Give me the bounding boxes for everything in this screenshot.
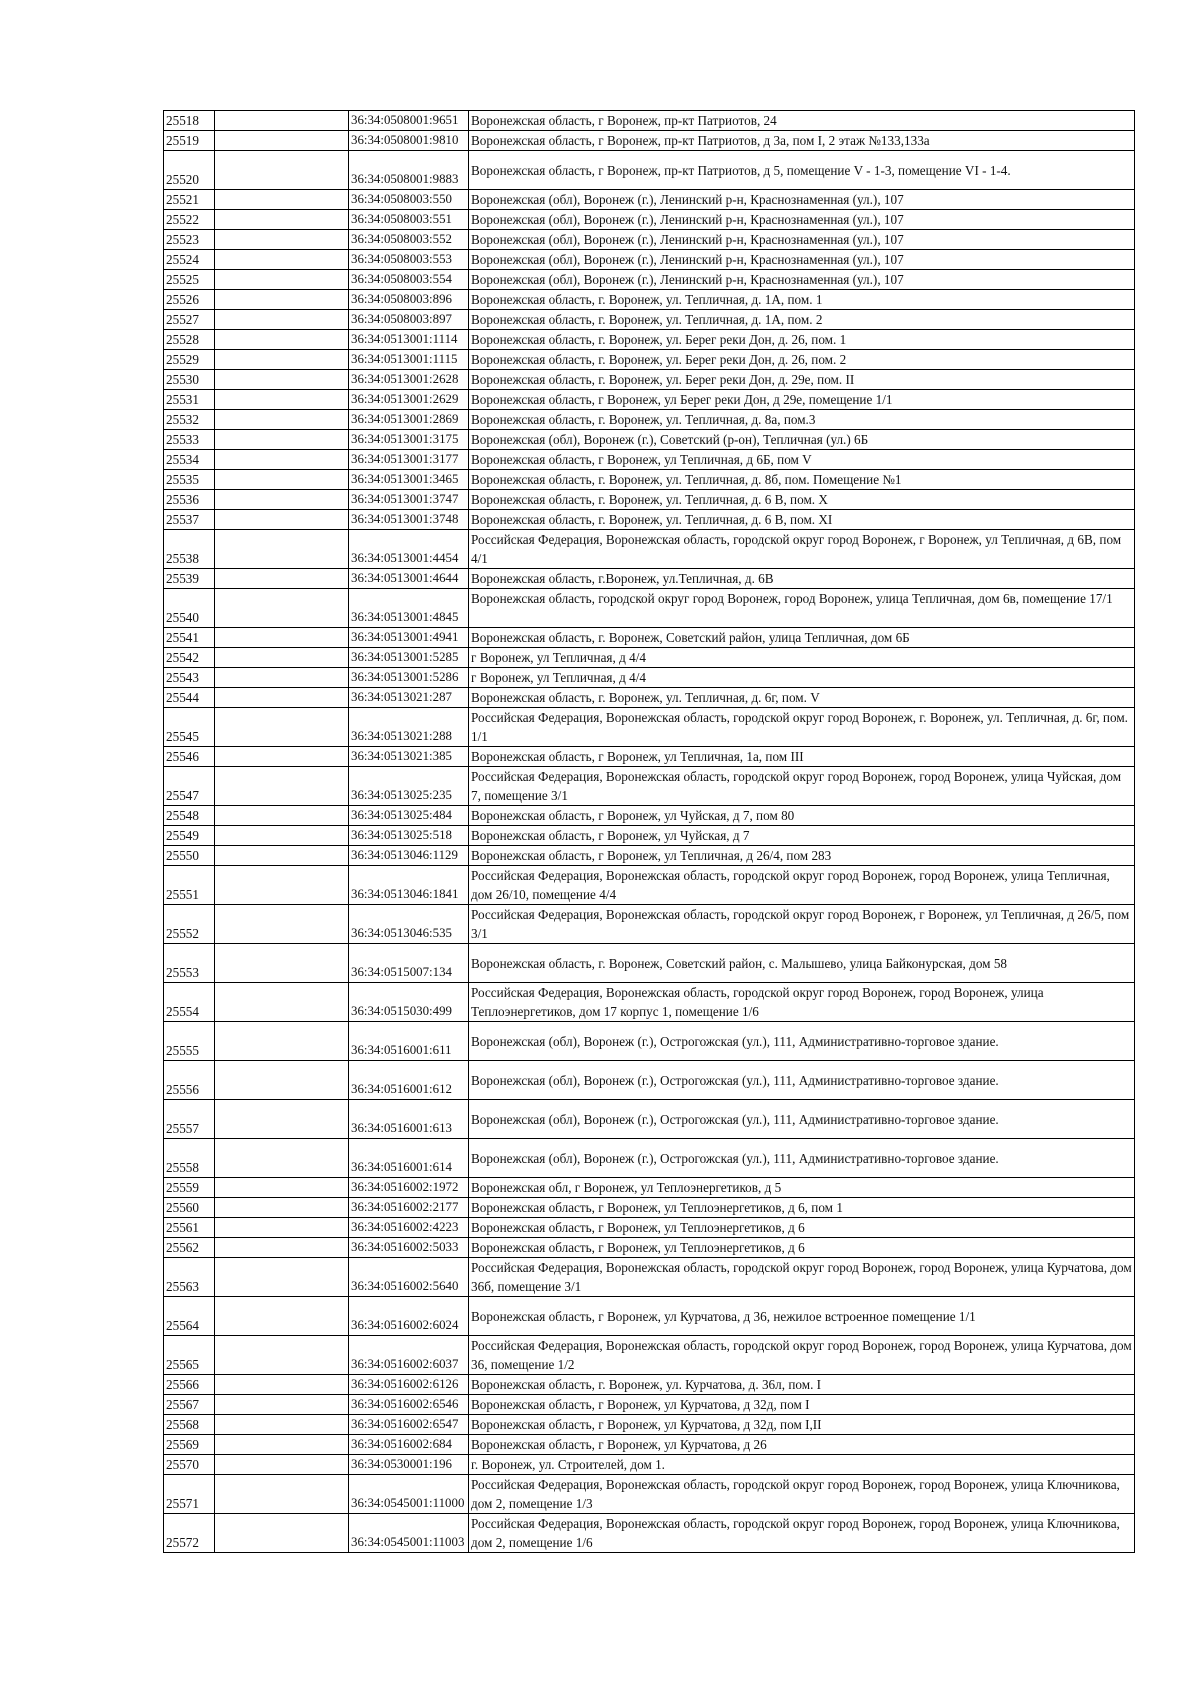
cadastral-number-cell: 36:34:0508003:552	[349, 230, 469, 250]
row-number-cell: 25527	[164, 310, 215, 330]
row-number-cell: 25541	[164, 628, 215, 648]
cadastral-number-cell: 36:34:0516001:611	[349, 1022, 469, 1061]
cadastral-number-cell: 36:34:0513001:4644	[349, 569, 469, 589]
address-cell: Российская Федерация, Воронежская область, городской округ город Воронеж, город Воронеж, улица Курчатова, дом 36б, помещение 3/1	[469, 1258, 1135, 1297]
address-cell: Воронежская (обл), Воронеж (г.), Ленинский р-н, Краснознаменная (ул.), 107	[469, 190, 1135, 210]
table-row	[164, 1258, 1135, 1297]
address-cell: Российская Федерация, Воронежская область, городской округ город Воронеж, город Воронеж, улица Курчатова, дом 36, помещение 1/2	[469, 1336, 1135, 1375]
table-row	[164, 290, 1135, 310]
empty-cell	[215, 111, 349, 131]
address-cell: Воронежская область, г Воронеж, ул Чуйская, д 7, пом 80	[469, 806, 1135, 826]
cadastral-number-cell: 36:34:0513046:1129	[349, 846, 469, 866]
empty-cell	[215, 370, 349, 390]
cadastral-number-cell: 36:34:0516001:613	[349, 1100, 469, 1139]
cadastral-number-cell: 36:34:0508001:9651	[349, 111, 469, 131]
address-cell: Воронежская область, г Воронеж, пр-кт Патриотов, 24	[469, 111, 1135, 131]
table-row	[164, 569, 1135, 589]
address-cell: Российская Федерация, Воронежская область, городской округ город Воронеж, г. Воронеж, ул. Тепличная, д. 6г, пом. 1/1	[469, 708, 1135, 747]
row-number-cell: 25537	[164, 510, 215, 530]
cadastral-number-cell: 36:34:0513025:518	[349, 826, 469, 846]
row-number-cell: 25559	[164, 1178, 215, 1198]
table-row	[164, 1455, 1135, 1475]
cadastral-number-cell: 36:34:0513001:3465	[349, 470, 469, 490]
table-row	[164, 510, 1135, 530]
row-number-cell: 25571	[164, 1475, 215, 1514]
address-cell: Российская Федерация, Воронежская область, городской округ город Воронеж, город Воронеж, улица Чуйская, дом 7, помещение 3/1	[469, 767, 1135, 806]
registry-table-body	[164, 111, 1135, 1553]
row-number-cell: 25548	[164, 806, 215, 826]
table-row	[164, 688, 1135, 708]
row-number-cell: 25524	[164, 250, 215, 270]
row-number-cell: 25522	[164, 210, 215, 230]
address-cell: Воронежская область, г. Воронеж, ул. Тепличная, д. 6 В, пом. X	[469, 490, 1135, 510]
table-row	[164, 1336, 1135, 1375]
table-row	[164, 270, 1135, 290]
cadastral-number-cell: 36:34:0513021:288	[349, 708, 469, 747]
address-cell: Воронежская область, г Воронеж, ул Теплоэнергетиков, д 6	[469, 1218, 1135, 1238]
row-number-cell: 25535	[164, 470, 215, 490]
address-cell: Воронежская (обл), Воронеж (г.), Острогожская (ул.), 111, Административно-торговое здание.	[469, 1061, 1135, 1100]
empty-cell	[215, 1061, 349, 1100]
table-row	[164, 866, 1135, 905]
cadastral-number-cell: 36:34:0513001:4454	[349, 530, 469, 569]
cadastral-number-cell: 36:34:0513046:1841	[349, 866, 469, 905]
table-row	[164, 350, 1135, 370]
cadastral-number-cell: 36:34:0508003:896	[349, 290, 469, 310]
cadastral-number-cell: 36:34:0508003:550	[349, 190, 469, 210]
row-number-cell: 25529	[164, 350, 215, 370]
table-row	[164, 826, 1135, 846]
cadastral-number-cell: 36:34:0513001:2869	[349, 410, 469, 430]
table-row	[164, 370, 1135, 390]
cadastral-number-cell: 36:34:0516002:4223	[349, 1218, 469, 1238]
row-number-cell: 25570	[164, 1455, 215, 1475]
row-number-cell: 25519	[164, 131, 215, 151]
cadastral-number-cell: 36:34:0516002:6547	[349, 1415, 469, 1435]
empty-cell	[215, 270, 349, 290]
table-row	[164, 450, 1135, 470]
address-cell: Воронежская (обл), Воронеж (г.), Острогожская (ул.), 111, Административно-торговое здание.	[469, 1100, 1135, 1139]
table-row	[164, 1297, 1135, 1336]
cadastral-number-cell: 36:34:0516002:5640	[349, 1258, 469, 1297]
address-cell: Воронежская область, г. Воронеж, ул. Тепличная, д. 8б, пом. Помещение №1	[469, 470, 1135, 490]
row-number-cell: 25558	[164, 1139, 215, 1178]
address-cell: Воронежская область, г. Воронеж, ул. Берег реки Дон, д. 29е, пом. II	[469, 370, 1135, 390]
address-cell: Российская Федерация, Воронежская область, городской округ город Воронеж, город Воронеж, улица Ключникова, дом 2, помещение 1/6	[469, 1514, 1135, 1553]
cadastral-number-cell: 36:34:0516002:5033	[349, 1238, 469, 1258]
table-row	[164, 1238, 1135, 1258]
empty-cell	[215, 1336, 349, 1375]
address-cell: Российская Федерация, Воронежская область, городской округ город Воронеж, город Воронеж, улица Теплоэнергетиков, дом 17 корпус 1, помещение 1/6	[469, 983, 1135, 1022]
empty-cell	[215, 310, 349, 330]
table-row	[164, 470, 1135, 490]
table-row	[164, 1475, 1135, 1514]
cadastral-number-cell: 36:34:0513001:3748	[349, 510, 469, 530]
empty-cell	[215, 1198, 349, 1218]
table-row	[164, 1022, 1135, 1061]
empty-cell	[215, 1375, 349, 1395]
address-cell: Воронежская область, г. Воронеж, ул. Берег реки Дон, д. 26, пом. 2	[469, 350, 1135, 370]
row-number-cell: 25566	[164, 1375, 215, 1395]
cadastral-number-cell: 36:34:0508001:9810	[349, 131, 469, 151]
empty-cell	[215, 290, 349, 310]
empty-cell	[215, 1218, 349, 1238]
row-number-cell: 25569	[164, 1435, 215, 1455]
empty-cell	[215, 589, 349, 628]
row-number-cell: 25520	[164, 151, 215, 190]
table-row	[164, 1061, 1135, 1100]
address-cell: Воронежская (обл), Воронеж (г.), Острогожская (ул.), 111, Административно-торговое здание.	[469, 1139, 1135, 1178]
cadastral-number-cell: 36:34:0513046:535	[349, 905, 469, 944]
empty-cell	[215, 983, 349, 1022]
cadastral-number-cell: 36:34:0513001:5286	[349, 668, 469, 688]
empty-cell	[215, 648, 349, 668]
address-cell: Воронежская область, г Воронеж, ул Курчатова, д 32д, пом I	[469, 1395, 1135, 1415]
empty-cell	[215, 131, 349, 151]
empty-cell	[215, 470, 349, 490]
row-number-cell: 25542	[164, 648, 215, 668]
cadastral-number-cell: 36:34:0513001:1114	[349, 330, 469, 350]
table-row	[164, 905, 1135, 944]
empty-cell	[215, 846, 349, 866]
address-cell: Воронежская область, г. Воронеж, ул. Тепличная, д. 6 В, пом. XI	[469, 510, 1135, 530]
row-number-cell: 25530	[164, 370, 215, 390]
cadastral-number-cell: 36:34:0508003:551	[349, 210, 469, 230]
empty-cell	[215, 210, 349, 230]
address-cell: Воронежская область, г. Воронеж, ул. Тепличная, д. 1А, пом. 1	[469, 290, 1135, 310]
address-cell: Воронежская область, городской округ город Воронеж, город Воронеж, улица Тепличная, дом 6в, помещение 17/1	[469, 589, 1135, 628]
cadastral-number-cell: 36:34:0516002:6024	[349, 1297, 469, 1336]
empty-cell	[215, 826, 349, 846]
empty-cell	[215, 390, 349, 410]
empty-cell	[215, 151, 349, 190]
table-row	[164, 846, 1135, 866]
address-cell: Российская Федерация, Воронежская область, городской округ город Воронеж, г Воронеж, ул Тепличная, д 6В, пом 4/1	[469, 530, 1135, 569]
cadastral-number-cell: 36:34:0513001:4845	[349, 589, 469, 628]
empty-cell	[215, 944, 349, 983]
row-number-cell: 25564	[164, 1297, 215, 1336]
address-cell: Воронежская область, г Воронеж, ул Тепличная, д 26/4, пом 283	[469, 846, 1135, 866]
table-row	[164, 983, 1135, 1022]
cadastral-number-cell: 36:34:0516001:614	[349, 1139, 469, 1178]
cadastral-number-cell: 36:34:0513001:4941	[349, 628, 469, 648]
empty-cell	[215, 688, 349, 708]
cadastral-number-cell: 36:34:0516002:6546	[349, 1395, 469, 1415]
empty-cell	[215, 530, 349, 569]
empty-cell	[215, 450, 349, 470]
empty-cell	[215, 1178, 349, 1198]
table-row	[164, 1375, 1135, 1395]
address-cell: Воронежская область, г Воронеж, ул Тепличная, 1а, пом III	[469, 747, 1135, 767]
address-cell: Воронежская область, г Воронеж, ул Курчатова, д 26	[469, 1435, 1135, 1455]
address-cell: Российская Федерация, Воронежская область, городской округ город Воронеж, г Воронеж, ул Тепличная, д 26/5, пом 3/1	[469, 905, 1135, 944]
row-number-cell: 25536	[164, 490, 215, 510]
empty-cell	[215, 1238, 349, 1258]
address-cell: Воронежская область, г. Воронеж, Советский район, с. Малышево, улица Байконурская, дом 58	[469, 944, 1135, 983]
address-cell: Воронежская область, г. Воронеж, Советский район, улица Тепличная, дом 6Б	[469, 628, 1135, 648]
address-cell: Воронежская область, г Воронеж, ул Теплоэнергетиков, д 6, пом 1	[469, 1198, 1135, 1218]
row-number-cell: 25547	[164, 767, 215, 806]
row-number-cell: 25567	[164, 1395, 215, 1415]
empty-cell	[215, 1297, 349, 1336]
table-row	[164, 111, 1135, 131]
address-cell: г Воронеж, ул Тепличная, д 4/4	[469, 668, 1135, 688]
empty-cell	[215, 866, 349, 905]
address-cell: Воронежская (обл), Воронеж (г.), Ленинский р-н, Краснознаменная (ул.), 107	[469, 270, 1135, 290]
table-row	[164, 530, 1135, 569]
cadastral-number-cell: 36:34:0516002:6126	[349, 1375, 469, 1395]
empty-cell	[215, 190, 349, 210]
table-row	[164, 410, 1135, 430]
address-cell: Воронежская (обл), Воронеж (г.), Ленинский р-н, Краснознаменная (ул.), 107	[469, 250, 1135, 270]
row-number-cell: 25528	[164, 330, 215, 350]
table-row	[164, 668, 1135, 688]
empty-cell	[215, 1258, 349, 1297]
empty-cell	[215, 1415, 349, 1435]
cadastral-number-cell: 36:34:0516002:684	[349, 1435, 469, 1455]
row-number-cell: 25538	[164, 530, 215, 569]
empty-cell	[215, 628, 349, 648]
cadastral-number-cell: 36:34:0516001:612	[349, 1061, 469, 1100]
row-number-cell: 25526	[164, 290, 215, 310]
row-number-cell: 25556	[164, 1061, 215, 1100]
cadastral-number-cell: 36:34:0513025:235	[349, 767, 469, 806]
table-row	[164, 250, 1135, 270]
address-cell: г. Воронеж, ул. Строителей, дом 1.	[469, 1455, 1135, 1475]
address-cell: Воронежская область, г Воронеж, ул Курчатова, д 36, нежилое встроенное помещение 1/1	[469, 1297, 1135, 1336]
empty-cell	[215, 410, 349, 430]
cadastral-number-cell: 36:34:0513025:484	[349, 806, 469, 826]
address-cell: Воронежская область, г Воронеж, ул Чуйская, д 7	[469, 826, 1135, 846]
row-number-cell: 25545	[164, 708, 215, 747]
cadastral-number-cell: 36:34:0513001:5285	[349, 648, 469, 668]
table-row	[164, 1395, 1135, 1415]
row-number-cell: 25572	[164, 1514, 215, 1553]
table-row	[164, 747, 1135, 767]
empty-cell	[215, 1100, 349, 1139]
cadastral-number-cell: 36:34:0513001:2628	[349, 370, 469, 390]
cadastral-number-cell: 36:34:0508001:9883	[349, 151, 469, 190]
address-cell: Воронежская обл, г Воронеж, ул Теплоэнергетиков, д 5	[469, 1178, 1135, 1198]
row-number-cell: 25543	[164, 668, 215, 688]
row-number-cell: 25553	[164, 944, 215, 983]
table-row	[164, 589, 1135, 628]
address-cell: Воронежская область, г. Воронеж, ул. Курчатова, д. 36л, пом. I	[469, 1375, 1135, 1395]
table-row	[164, 1218, 1135, 1238]
table-row	[164, 648, 1135, 668]
table-row	[164, 131, 1135, 151]
empty-cell	[215, 1395, 349, 1415]
row-number-cell: 25523	[164, 230, 215, 250]
address-cell: Воронежская (обл), Воронеж (г.), Ленинский р-н, Краснознаменная (ул.), 107	[469, 230, 1135, 250]
cadastral-number-cell: 36:34:0513001:2629	[349, 390, 469, 410]
row-number-cell: 25568	[164, 1415, 215, 1435]
cadastral-number-cell: 36:34:0508003:553	[349, 250, 469, 270]
cadastral-number-cell: 36:34:0508003:554	[349, 270, 469, 290]
empty-cell	[215, 708, 349, 747]
table-row	[164, 390, 1135, 410]
row-number-cell: 25525	[164, 270, 215, 290]
row-number-cell: 25521	[164, 190, 215, 210]
row-number-cell: 25549	[164, 826, 215, 846]
row-number-cell: 25546	[164, 747, 215, 767]
table-row	[164, 190, 1135, 210]
empty-cell	[215, 668, 349, 688]
empty-cell	[215, 1435, 349, 1455]
row-number-cell: 25540	[164, 589, 215, 628]
empty-cell	[215, 767, 349, 806]
empty-cell	[215, 330, 349, 350]
cadastral-number-cell: 36:34:0513001:3747	[349, 490, 469, 510]
address-cell: Воронежская область, г Воронеж, пр-кт Патриотов, д 3а, пом I, 2 этаж №133,133а	[469, 131, 1135, 151]
empty-cell	[215, 747, 349, 767]
address-cell: Воронежская область, г Воронеж, ул Тепличная, д 6Б, пом V	[469, 450, 1135, 470]
row-number-cell: 25550	[164, 846, 215, 866]
address-cell: Российская Федерация, Воронежская область, городской округ город Воронеж, город Воронеж, улица Тепличная, дом 26/10, помещение 4/4	[469, 866, 1135, 905]
address-cell: Воронежская область, г. Воронеж, ул. Тепличная, д. 8а, пом.3	[469, 410, 1135, 430]
row-number-cell: 25534	[164, 450, 215, 470]
row-number-cell: 25561	[164, 1218, 215, 1238]
table-row	[164, 210, 1135, 230]
empty-cell	[215, 905, 349, 944]
cadastral-number-cell: 36:34:0508003:897	[349, 310, 469, 330]
registry-table	[163, 110, 1135, 1553]
cadastral-number-cell: 36:34:0545001:11000	[349, 1475, 469, 1514]
address-cell: Российская Федерация, Воронежская область, городской округ город Воронеж, город Воронеж, улица Ключникова, дом 2, помещение 1/3	[469, 1475, 1135, 1514]
table-row	[164, 628, 1135, 648]
row-number-cell: 25539	[164, 569, 215, 589]
table-row	[164, 490, 1135, 510]
address-cell: Воронежская (обл), Воронеж (г.), Ленинский р-н, Краснознаменная (ул.), 107	[469, 210, 1135, 230]
table-row	[164, 806, 1135, 826]
row-number-cell: 25563	[164, 1258, 215, 1297]
cadastral-number-cell: 36:34:0515007:134	[349, 944, 469, 983]
table-row	[164, 944, 1135, 983]
address-cell: Воронежская (обл), Воронеж (г.), Острогожская (ул.), 111, Административно-торговое здание.	[469, 1022, 1135, 1061]
cadastral-number-cell: 36:34:0513021:287	[349, 688, 469, 708]
address-cell: Воронежская область, г Воронеж, пр-кт Патриотов, д 5, помещение V - 1-3, помещение VI - 1-4.	[469, 151, 1135, 190]
cadastral-number-cell: 36:34:0516002:6037	[349, 1336, 469, 1375]
empty-cell	[215, 490, 349, 510]
row-number-cell: 25554	[164, 983, 215, 1022]
empty-cell	[215, 1022, 349, 1061]
row-number-cell: 25551	[164, 866, 215, 905]
table-row	[164, 1178, 1135, 1198]
table-row	[164, 1435, 1135, 1455]
cadastral-number-cell: 36:34:0516002:1972	[349, 1178, 469, 1198]
cadastral-number-cell: 36:34:0513001:3175	[349, 430, 469, 450]
table-row	[164, 151, 1135, 190]
empty-cell	[215, 510, 349, 530]
empty-cell	[215, 350, 349, 370]
cadastral-number-cell: 36:34:0516002:2177	[349, 1198, 469, 1218]
empty-cell	[215, 1475, 349, 1514]
empty-cell	[215, 1139, 349, 1178]
cadastral-number-cell: 36:34:0530001:196	[349, 1455, 469, 1475]
table-row	[164, 767, 1135, 806]
row-number-cell: 25560	[164, 1198, 215, 1218]
cadastral-number-cell: 36:34:0515030:499	[349, 983, 469, 1022]
address-cell: Воронежская область, г. Воронеж, ул. Тепличная, д. 1А, пом. 2	[469, 310, 1135, 330]
empty-cell	[215, 250, 349, 270]
empty-cell	[215, 569, 349, 589]
row-number-cell: 25531	[164, 390, 215, 410]
address-cell: Воронежская область, г.Воронеж, ул.Тепличная, д. 6В	[469, 569, 1135, 589]
empty-cell	[215, 806, 349, 826]
address-cell: Воронежская область, г Воронеж, ул Теплоэнергетиков, д 6	[469, 1238, 1135, 1258]
table-row	[164, 330, 1135, 350]
row-number-cell: 25532	[164, 410, 215, 430]
cadastral-number-cell: 36:34:0513001:3177	[349, 450, 469, 470]
empty-cell	[215, 1514, 349, 1553]
table-row	[164, 1198, 1135, 1218]
row-number-cell: 25518	[164, 111, 215, 131]
address-cell: Воронежская область, г Воронеж, ул Курчатова, д 32д, пом I,II	[469, 1415, 1135, 1435]
row-number-cell: 25557	[164, 1100, 215, 1139]
table-row	[164, 1100, 1135, 1139]
row-number-cell: 25562	[164, 1238, 215, 1258]
table-row	[164, 1139, 1135, 1178]
address-cell: Воронежская область, г Воронеж, ул Берег реки Дон, д 29е, помещение 1/1	[469, 390, 1135, 410]
address-cell: Воронежская область, г. Воронеж, ул. Берег реки Дон, д. 26, пом. 1	[469, 330, 1135, 350]
table-row	[164, 708, 1135, 747]
row-number-cell: 25533	[164, 430, 215, 450]
empty-cell	[215, 1455, 349, 1475]
row-number-cell: 25565	[164, 1336, 215, 1375]
table-row	[164, 1415, 1135, 1435]
row-number-cell: 25555	[164, 1022, 215, 1061]
table-row	[164, 430, 1135, 450]
table-row	[164, 310, 1135, 330]
address-cell: Воронежская область, г. Воронеж, ул. Тепличная, д. 6г, пом. V	[469, 688, 1135, 708]
cadastral-number-cell: 36:34:0545001:11003	[349, 1514, 469, 1553]
table-row	[164, 230, 1135, 250]
empty-cell	[215, 430, 349, 450]
row-number-cell: 25544	[164, 688, 215, 708]
row-number-cell: 25552	[164, 905, 215, 944]
empty-cell	[215, 230, 349, 250]
cadastral-number-cell: 36:34:0513001:1115	[349, 350, 469, 370]
cadastral-number-cell: 36:34:0513021:385	[349, 747, 469, 767]
table-row	[164, 1514, 1135, 1553]
address-cell: Воронежская (обл), Воронеж (г.), Советский (р-он), Тепличная (ул.) 6Б	[469, 430, 1135, 450]
address-cell: г Воронеж, ул Тепличная, д 4/4	[469, 648, 1135, 668]
